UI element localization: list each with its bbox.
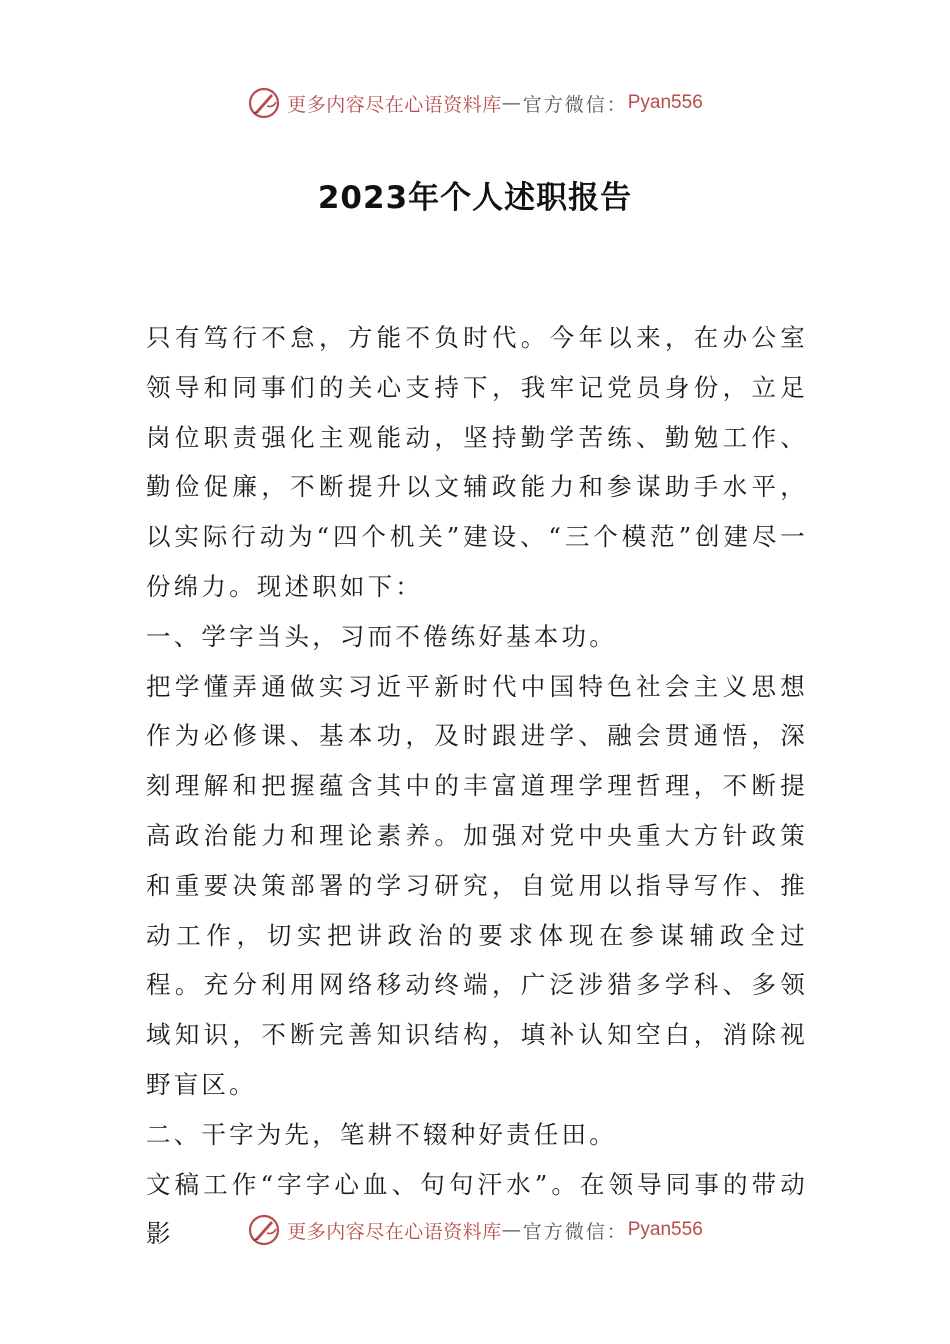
watermark-dash: — [501,92,523,114]
watermark-wechat-id: Pyan556 [627,1219,703,1240]
watermark-banner-bottom [0,1210,950,1250]
document-body [146,313,808,1259]
section-heading-2: 二、干字为先，笔耕不辍种好责任田。 [146,1119,617,1149]
watermark-wechat-id: Pyan556 [627,92,703,113]
paragraph-intro: 只有笃行不怠，方能不负时代。今年以来，在办公室领导和同事们的关心支持下，我牢记党员身份，立足岗位职责强化主观能动，坚持勤学苦练、勤勉工作、勤俭促廉，不断提升以文辅政能力和参谋助手水平，以实际行动为“四个机关”建设、“三个模范”创建尽一份绵力。现述职如下： [146,323,808,601]
document-title: 2023年个人述职报告 [317,180,633,216]
quill-logo-icon [247,86,281,120]
paragraph-section-2: 文稿工作“字字心血、句句汗水”。在领导同事的带动影 [146,1169,808,1249]
paragraph-section-1: 把学懂弄通做实习近平新时代中国特色社会主义思想作为必修课、基本功，及时跟进学、融会贯通悟，深刻理解和把握蕴含其中的丰富道理学理哲理，不断提高政治能力和理论素养。加强对党中央重大方针政策和重要决策部署的学习研究，自觉用以指导写作、推动工作，切实把讲政治的要求体现在参谋辅政全过程。充分利用网络移动终端，广泛涉猎多学科、多领域知识，不断完善知识结构，填补认知空白，消除视野盲区。 [146,671,808,1099]
watermark-wechat-label: 官方微信： [522,93,628,116]
watermark-banner-top [0,83,950,123]
watermark-slogan: 更多内容尽在心语资料库 [287,93,502,116]
watermark-slogan: 更多内容尽在心语资料库 [287,1220,502,1243]
watermark-wechat-label: 官方微信： [522,1220,628,1243]
section-heading-1: 一、学字当头，习而不倦练好基本功。 [146,621,617,651]
quill-logo-icon [247,1213,281,1247]
watermark-dash: — [501,1219,523,1241]
